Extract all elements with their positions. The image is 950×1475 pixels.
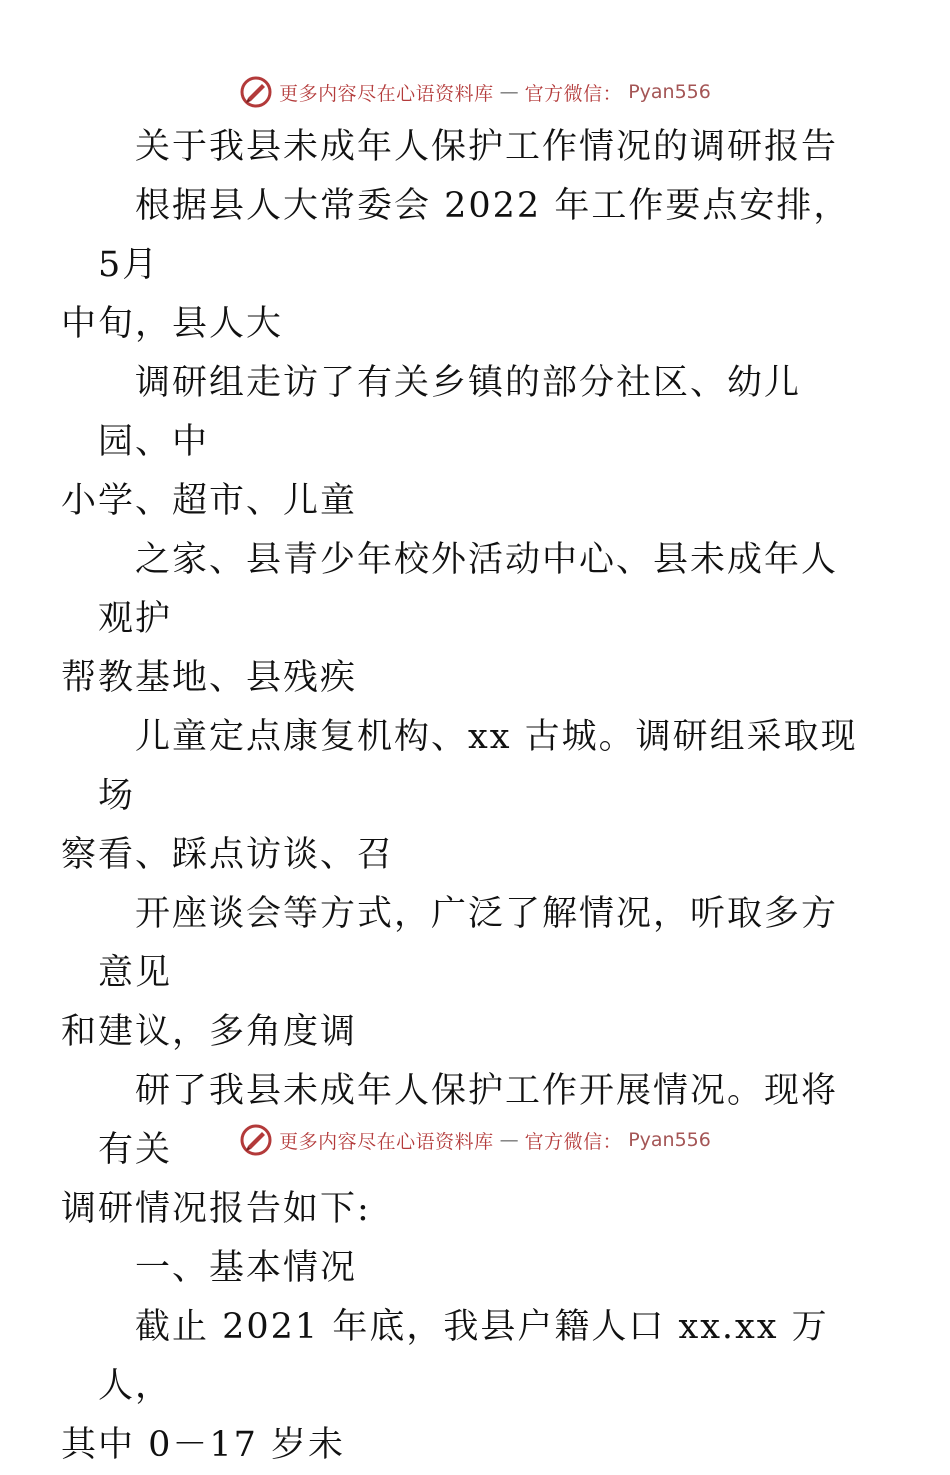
document-title	[98, 118, 858, 177]
paragraph-line: 根据县人大常委会 2022 年工作要点安排，5月	[98, 186, 851, 285]
pen-logo-icon	[239, 75, 273, 109]
watermark-official-text: 官方微信：	[524, 1130, 623, 1153]
paragraph-line: 调研情况报告如下:	[61, 1189, 371, 1229]
pen-logo-icon	[239, 1123, 273, 1157]
paragraph-line: 察看、踩点访谈、召	[61, 835, 395, 875]
paragraph	[61, 354, 858, 531]
paragraph-line: 截止 2021 年底，我县户籍人口 xx.xx 万人，	[98, 1307, 829, 1406]
paragraph-line: 帮教基地、县残疾	[61, 658, 358, 698]
paragraph-line: 其中 0－17 岁未	[61, 1425, 346, 1465]
paragraph-line: 儿童定点康复机构、xx 古城。调研组采取现场	[98, 717, 858, 816]
watermark-contact: Pyan556	[628, 81, 711, 103]
paragraph	[61, 885, 858, 1062]
watermark-brand-text: 更多内容尽在心语资料库	[279, 1130, 494, 1153]
paragraph-line: 研了我县未成年人保护工作开展情况。现将有关	[98, 1071, 839, 1170]
paragraph-line: 开座谈会等方式，广泛了解情况，听取多方意见	[98, 894, 839, 993]
paragraph-line: 小学、超市、儿童	[61, 481, 358, 521]
paragraph	[61, 177, 858, 354]
paragraph	[61, 708, 858, 885]
watermark-contact: Pyan556	[628, 1129, 711, 1151]
watermark-footer	[0, 1120, 950, 1160]
section-heading-text: 一、基本情况	[135, 1248, 358, 1288]
paragraph-line: 之家、县青少年校外活动中心、县未成年人观护	[98, 540, 839, 639]
watermark-official-text: 官方微信：	[524, 82, 623, 105]
paragraph-line: 和建议，多角度调	[61, 1012, 358, 1052]
watermark-header	[0, 72, 950, 112]
paragraph-line: 调研组走访了有关乡镇的部分社区、幼儿园、中	[98, 363, 802, 462]
section-heading	[98, 1239, 858, 1298]
paragraph-line: 中旬，县人大	[61, 304, 284, 344]
watermark-separator: —	[499, 81, 519, 103]
title-text: 关于我县未成年人保护工作情况的调研报告	[135, 127, 839, 167]
paragraph	[61, 531, 858, 708]
document-body	[61, 118, 858, 1475]
watermark-separator: —	[499, 1129, 519, 1151]
watermark-brand-text: 更多内容尽在心语资料库	[279, 82, 494, 105]
paragraph	[61, 1298, 858, 1475]
